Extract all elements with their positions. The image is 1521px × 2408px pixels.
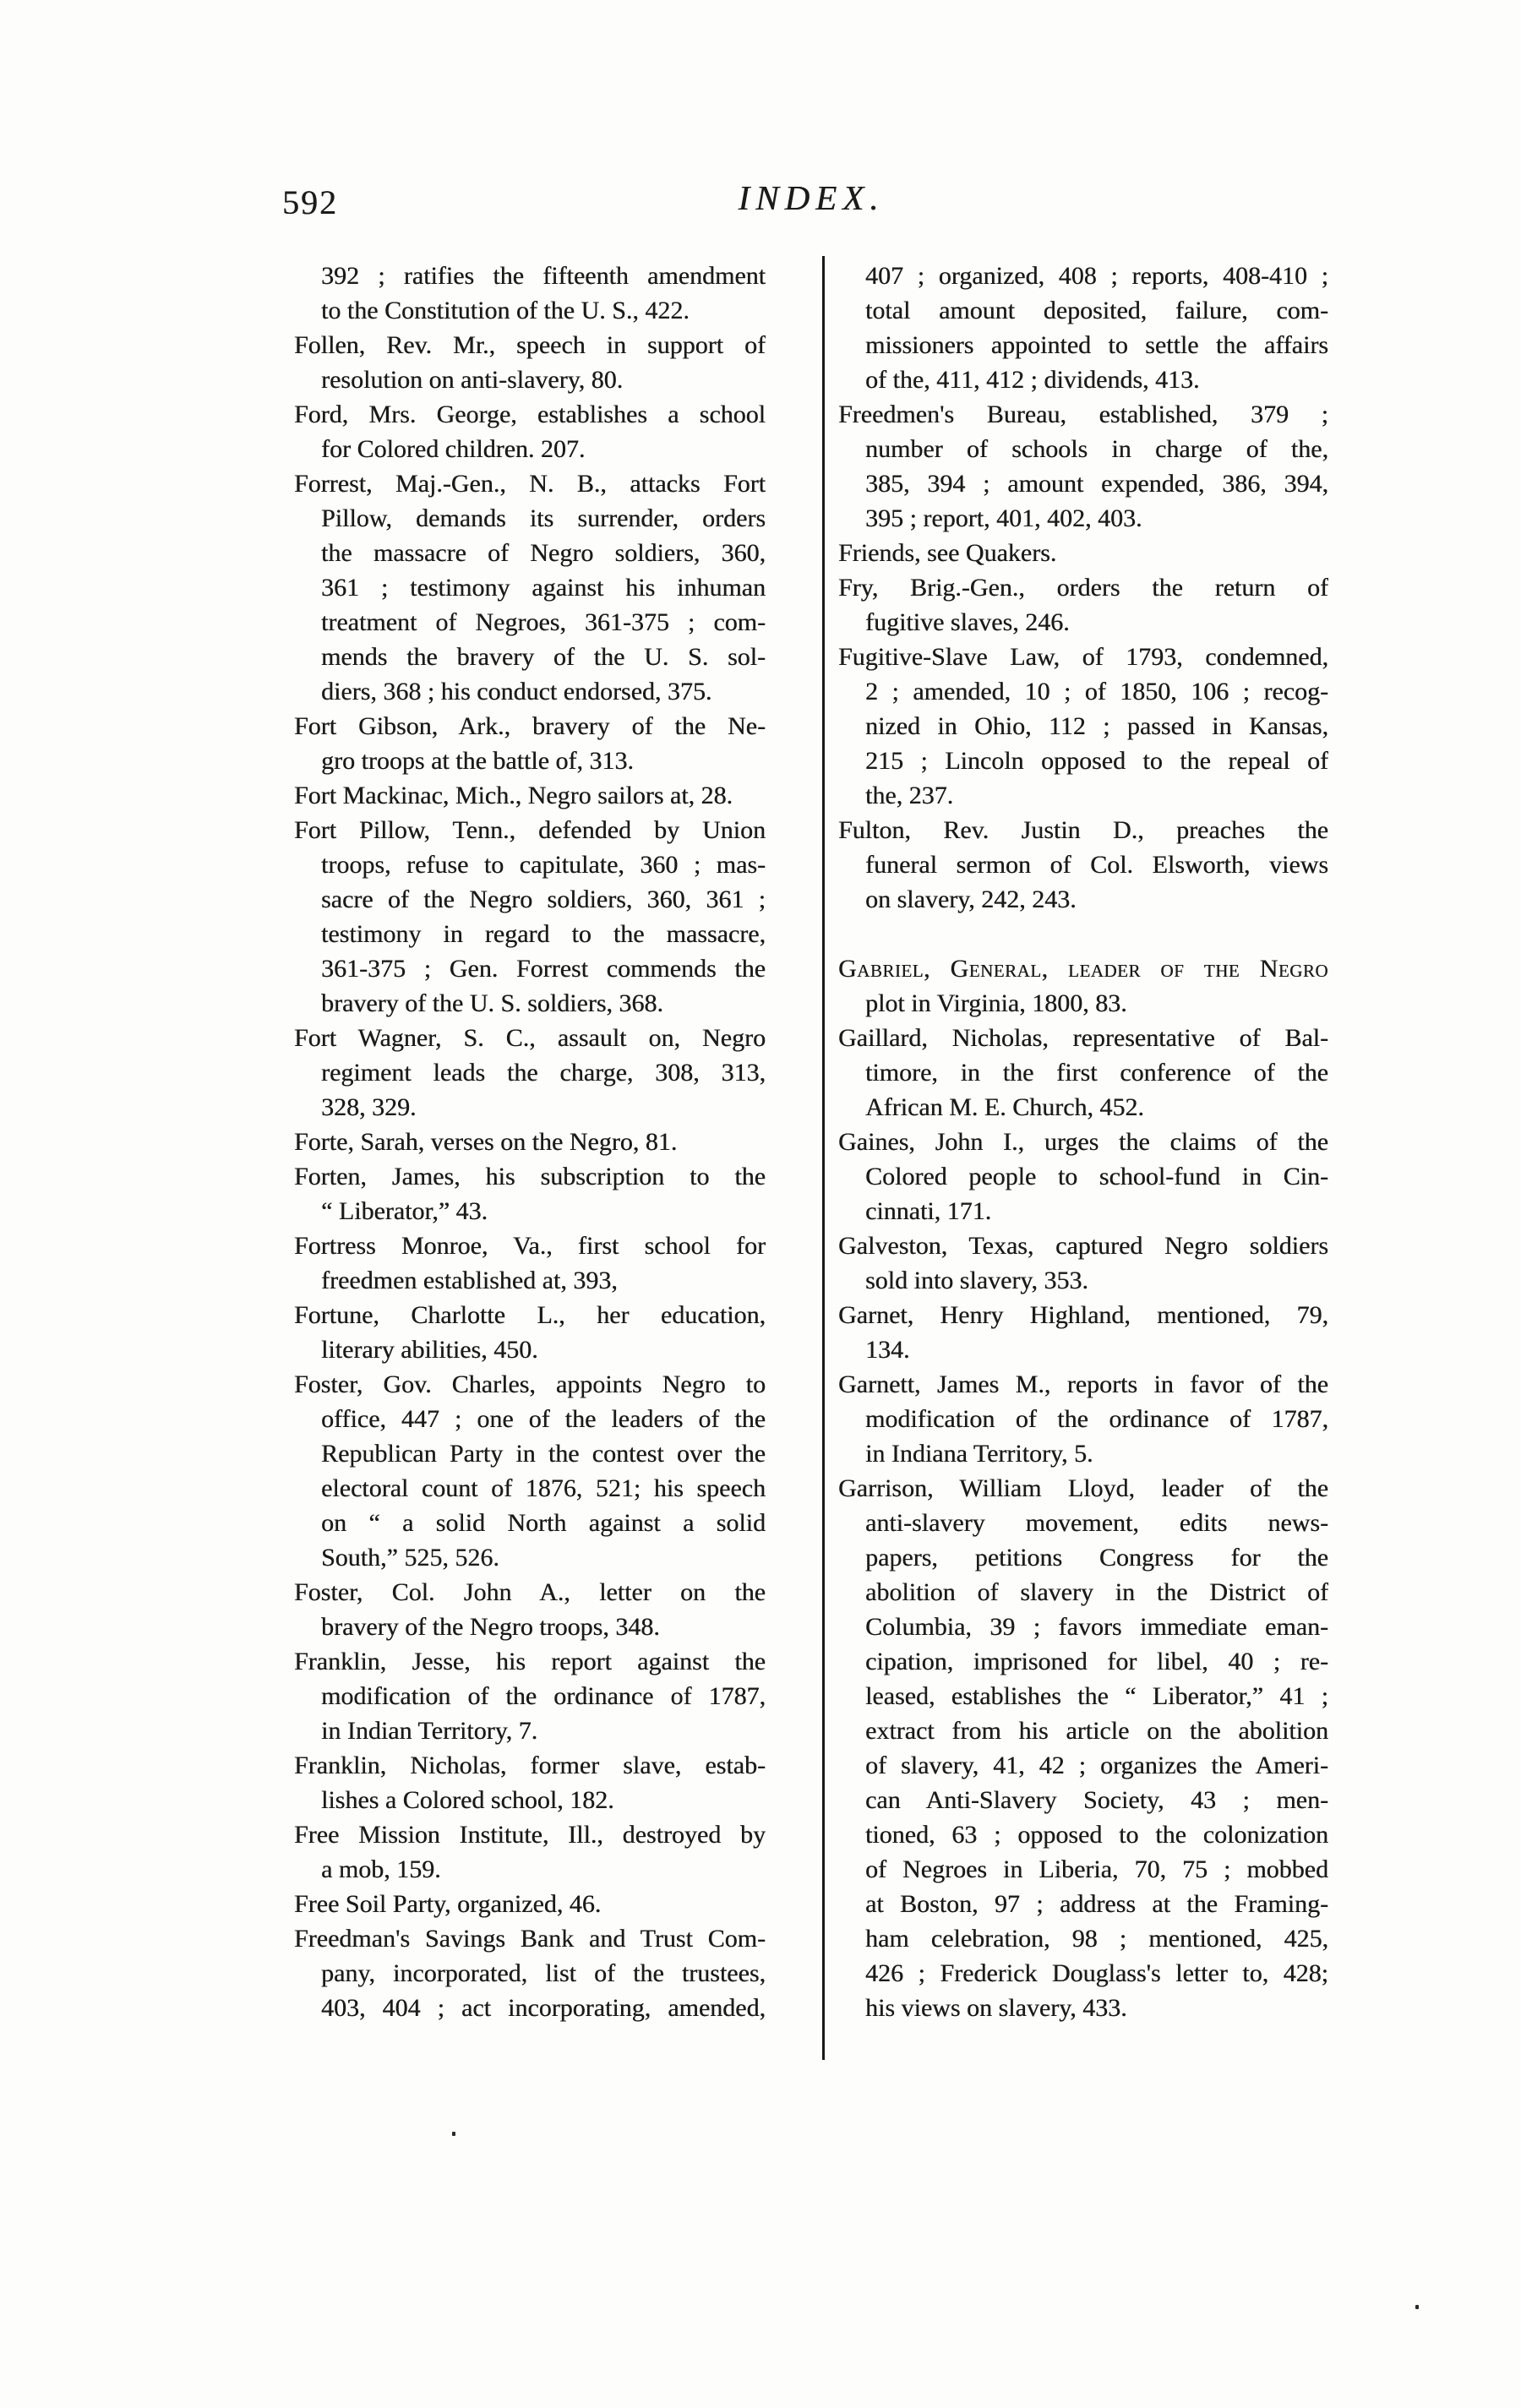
index-line: funeral sermon of Col. Elsworth, views — [865, 851, 1328, 879]
index-line: his views on slavery, 433. — [865, 1994, 1127, 2022]
index-line: of slavery, 41, 42 ; organizes the Ameri- — [865, 1752, 1328, 1779]
index-line: office, 447 ; one of the leaders of the — [321, 1405, 766, 1433]
index-line: 426 ; Frederick Douglass's letter to, 428; — [865, 1959, 1328, 1987]
index-line: freedmen established at, 393, — [321, 1267, 618, 1294]
index-line: lishes a Colored school, 182. — [321, 1786, 614, 1814]
index-line: regiment leads the charge, 308, 313, — [321, 1059, 766, 1087]
index-line: Foster, Gov. Charles, appoints Negro to — [294, 1370, 766, 1398]
index-line: 361 ; testimony against his inhuman — [321, 574, 766, 602]
index-line: Forrest, Maj.-Gen., N. B., attacks Fort — [294, 470, 766, 498]
index-line: at Boston, 97 ; address at the Framing- — [865, 1890, 1328, 1918]
index-line: extract from his article on the abolition — [865, 1717, 1328, 1745]
index-line: cinnati, 171. — [865, 1197, 992, 1225]
index-line: 328, 329. — [321, 1093, 417, 1121]
index-line: the, 237. — [865, 782, 954, 809]
blank-line — [838, 917, 1328, 951]
index-line: testimony in regard to the massacre, — [321, 920, 766, 948]
index-line: tioned, 63 ; opposed to the colonization — [865, 1821, 1328, 1849]
index-line: Fort Wagner, S. C., assault on, Negro — [294, 1024, 766, 1052]
index-line: 407 ; organized, 408 ; reports, 408-410 ; — [865, 262, 1328, 290]
index-line: on slavery, 242, 243. — [865, 885, 1077, 913]
index-line: bravery of the Negro troops, 348. — [321, 1613, 660, 1641]
index-line: Franklin, Nicholas, former slave, estab- — [294, 1752, 766, 1779]
index-line: South,” 525, 526. — [321, 1544, 499, 1572]
index-line: pany, incorporated, list of the trustees, — [321, 1959, 766, 1987]
index-line: Freedman's Savings Bank and Trust Com- — [294, 1925, 766, 1953]
index-line: Fugitive-Slave Law, of 1793, condemned, — [838, 643, 1328, 671]
index-line: Franklin, Jesse, his report against the — [294, 1648, 766, 1675]
index-line: diers, 368 ; his conduct endorsed, 375. — [321, 678, 712, 706]
index-line: Galveston, Texas, captured Negro soldiers — [838, 1232, 1328, 1260]
index-line: “ Liberator,” 43. — [321, 1197, 488, 1225]
index-line: papers, petitions Congress for the — [865, 1544, 1328, 1572]
index-line: of the, 411, 412 ; dividends, 413. — [865, 366, 1200, 394]
index-line: treatment of Negroes, 361-375 ; com- — [321, 608, 766, 636]
index-line: modification of the ordinance of 1787, — [321, 1682, 766, 1710]
index-line: Follen, Rev. Mr., speech in support of — [294, 331, 766, 359]
index-line: sacre of the Negro soldiers, 360, 361 ; — [321, 885, 766, 913]
index-line: number of schools in charge of the, — [865, 435, 1328, 463]
index-line: 215 ; Lincoln opposed to the repeal of — [865, 747, 1328, 775]
index-line: Garrison, William Lloyd, leader of the — [838, 1474, 1328, 1502]
index-line: cipation, imprisoned for libel, 40 ; re- — [865, 1648, 1328, 1675]
index-line: nized in Ohio, 112 ; passed in Kansas, — [865, 712, 1328, 740]
index-line: Forten, James, his subscription to the — [294, 1163, 766, 1190]
index-line: a mob, 159. — [321, 1855, 441, 1883]
index-line: 403, 404 ; act incorporating, amended, — [321, 1994, 766, 2022]
index-line: electoral count of 1876, 521; his speech — [321, 1474, 766, 1502]
index-line: anti-slavery movement, edits news- — [865, 1509, 1328, 1537]
index-line: gro troops at the battle of, 313. — [321, 747, 634, 775]
index-line: plot in Virginia, 1800, 83. — [865, 989, 1127, 1017]
index-line: Garnet, Henry Highland, mentioned, 79, — [838, 1301, 1328, 1329]
index-line: in Indian Territory, 7. — [321, 1717, 538, 1745]
index-line: to the Constitution of the U. S., 422. — [321, 297, 690, 324]
index-line: Gaines, John I., urges the claims of the — [838, 1128, 1328, 1156]
index-line: missioners appointed to settle the affairs — [865, 331, 1328, 359]
index-line: African M. E. Church, 452. — [865, 1093, 1144, 1121]
index-line: ham celebration, 98 ; mentioned, 425, — [865, 1925, 1328, 1953]
index-line: 361-375 ; Gen. Forrest commends the — [321, 955, 766, 983]
index-line: mends the bravery of the U. S. sol- — [321, 643, 766, 671]
index-line: for Colored children. 207. — [321, 435, 586, 463]
index-line: timore, in the first conference of the — [865, 1059, 1328, 1087]
index-line: Garnett, James M., reports in favor of the — [838, 1370, 1328, 1398]
index-line: on “ a solid North against a solid — [321, 1509, 766, 1537]
index-column-left — [294, 259, 766, 2025]
index-line: Pillow, demands its surrender, orders — [321, 504, 766, 532]
print-speck — [452, 2132, 455, 2136]
index-line: Forte, Sarah, verses on the Negro, 81. — [294, 1128, 678, 1156]
index-line: Gabriel, General, leader of the Negro — [838, 955, 1328, 983]
index-line: can Anti-Slavery Society, 43 ; men- — [865, 1786, 1328, 1814]
index-line: Fort Gibson, Ark., bravery of the Ne- — [294, 712, 766, 740]
index-line: 392 ; ratifies the fifteenth amendment — [321, 262, 766, 290]
print-speck — [1415, 2305, 1419, 2309]
index-line: 134. — [865, 1336, 910, 1364]
page-header-index: INDEX. — [738, 178, 885, 217]
index-line: Free Soil Party, organized, 46. — [294, 1890, 602, 1918]
index-line: Foster, Col. John A., letter on the — [294, 1578, 766, 1606]
index-line: Ford, Mrs. George, establishes a school — [294, 400, 766, 428]
index-line: Friends, see Quakers. — [838, 539, 1057, 567]
index-line: sold into slavery, 353. — [865, 1267, 1088, 1294]
index-line: Republican Party in the contest over the — [321, 1440, 766, 1468]
index-line: Fulton, Rev. Justin D., preaches the — [838, 816, 1328, 844]
index-line: Free Mission Institute, Ill., destroyed by — [294, 1821, 766, 1849]
index-line: resolution on anti-slavery, 80. — [321, 366, 624, 394]
index-line: the massacre of Negro soldiers, 360, — [321, 539, 766, 567]
index-line: 385, 394 ; amount expended, 386, 394, — [865, 470, 1328, 498]
index-line: bravery of the U. S. soldiers, 368. — [321, 989, 663, 1017]
index-line: Fort Pillow, Tenn., defended by Union — [294, 816, 766, 844]
index-line: modification of the ordinance of 1787, — [865, 1405, 1328, 1433]
index-line: total amount deposited, failure, com- — [865, 297, 1328, 324]
index-line: leased, establishes the “ Liberator,” 41 ; — [865, 1682, 1328, 1710]
index-line: troops, refuse to capitulate, 360 ; mas- — [321, 851, 766, 879]
index-column-right — [838, 259, 1328, 2025]
index-line: Gaillard, Nicholas, representative of Bal- — [838, 1024, 1328, 1052]
index-line: Columbia, 39 ; favors immediate eman- — [865, 1613, 1328, 1641]
index-line: abolition of slavery in the District of — [865, 1578, 1328, 1606]
index-line: Fortress Monroe, Va., first school for — [294, 1232, 766, 1260]
index-line: of Negroes in Liberia, 70, 75 ; mobbed — [865, 1855, 1328, 1883]
index-line: in Indiana Territory, 5. — [865, 1440, 1093, 1468]
index-line: 2 ; amended, 10 ; of 1850, 106 ; recog- — [865, 678, 1328, 706]
index-line: Freedmen's Bureau, established, 379 ; — [838, 400, 1328, 428]
column-divider-rule — [822, 256, 825, 2060]
index-line: fugitive slaves, 246. — [865, 608, 1070, 636]
index-line: Fort Mackinac, Mich., Negro sailors at, 28. — [294, 782, 733, 809]
index-line: literary abilities, 450. — [321, 1336, 538, 1364]
index-line: 395 ; report, 401, 402, 403. — [865, 504, 1142, 532]
index-line: Fry, Brig.-Gen., orders the return of — [838, 574, 1328, 602]
page-number: 592 — [282, 183, 338, 221]
index-line: Fortune, Charlotte L., her education, — [294, 1301, 766, 1329]
index-line: Colored people to school-fund in Cin- — [865, 1163, 1328, 1190]
